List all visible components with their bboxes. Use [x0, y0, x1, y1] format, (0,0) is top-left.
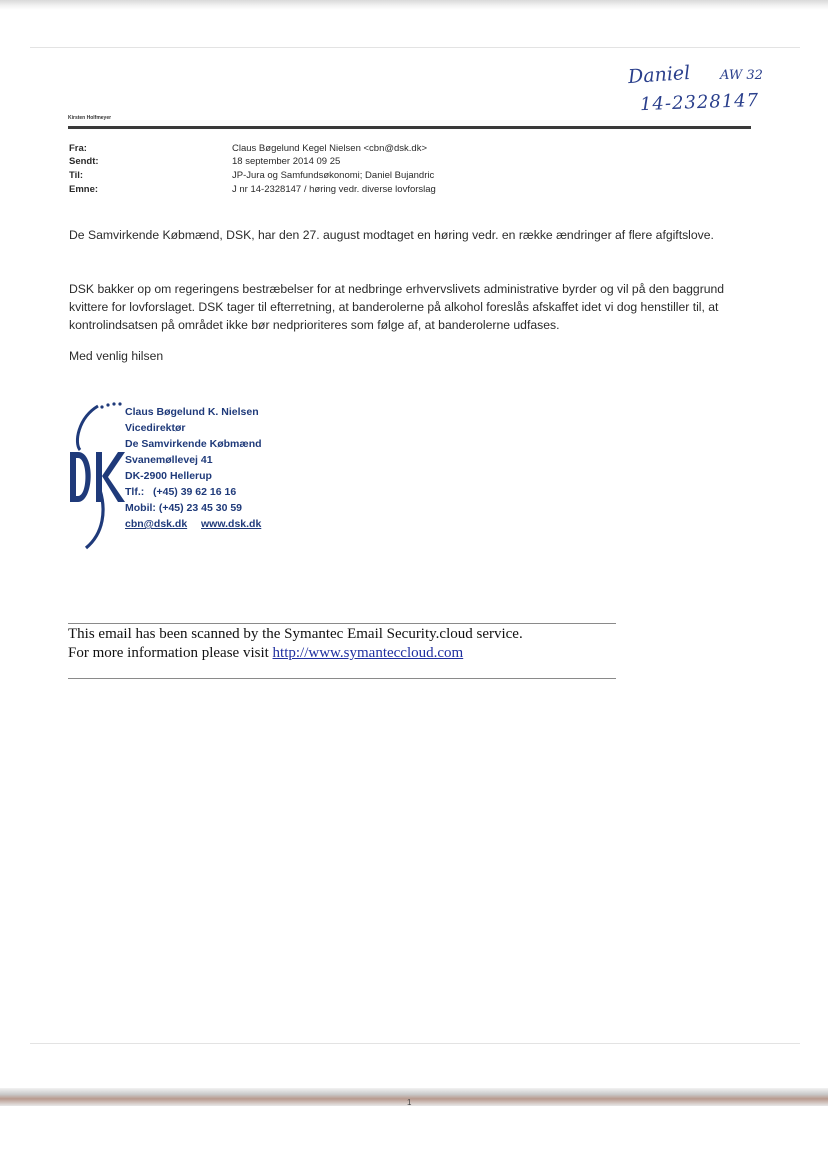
scan-faint-line	[30, 47, 800, 48]
signature-street: Svanemøllevej 41	[125, 454, 213, 466]
handwritten-ref: AW 32	[720, 68, 763, 83]
sent-label: Sendt:	[69, 156, 99, 167]
signature-name: Claus Bøgelund K. Nielsen	[125, 406, 259, 418]
symantec-line-2-prefix: For more information please visit	[68, 645, 273, 661]
subject-value: J nr 14-2328147 / høring vedr. diverse lovforslag	[232, 184, 436, 195]
symantec-link[interactable]: http://www.symanteccloud.com	[272, 645, 464, 661]
signature-city: DK-2900 Hellerup	[125, 470, 212, 482]
scan-edge-bottom	[0, 1088, 828, 1106]
closing-text: Med venlig hilsen	[69, 349, 164, 363]
signature-email-link[interactable]: cbn@dsk.dk	[125, 518, 188, 530]
scan-faint-line-bottom	[30, 1043, 800, 1044]
signature-mobile: Mobil: (+45) 23 45 30 59	[125, 502, 243, 514]
signature-phone: Tlf.: (+45) 39 62 16 16	[125, 486, 237, 498]
scan-edge-top	[0, 0, 828, 10]
subject-label: Emne:	[69, 184, 99, 195]
to-value: JP-Jura og Samfundsøkonomi; Daniel Bujandric	[232, 170, 435, 181]
symantec-line-2	[68, 645, 463, 662]
body-paragraph-2: DSK bakker op om regeringens bestræbelser for at nedbringe erhvervslivets administrative byrder og vil på den baggrund kvittere for lovforslaget. DSK tager til efterretning, at banderolerne på alkohol foreslås afskaffet idet vi dog henstiller til, at kontrolindsatsen på området ikke bør nedprioriteres som følge af, at banderolerne udfases.	[69, 282, 725, 332]
printed-by-name: Kirsten Holfmeyer	[68, 115, 112, 121]
handwritten-name: Daniel	[627, 61, 691, 89]
symantec-line-1: This email has been scanned by the Symantec Email Security.cloud service.	[68, 626, 523, 642]
signature-org: De Samvirkende Købmænd	[125, 438, 262, 450]
to-label: Til:	[69, 170, 84, 181]
sent-value: 18 september 2014 09 25	[232, 156, 341, 167]
from-value: Claus Bøgelund Kegel Nielsen <cbn@dsk.dk>	[232, 143, 428, 154]
signature-title: Vicedirektør	[125, 422, 186, 434]
signature-web-link[interactable]: www.dsk.dk	[201, 518, 262, 530]
handwritten-case-number: 14-2328147	[639, 89, 760, 116]
symantec-top-rule	[68, 623, 616, 624]
page-mark: 1	[407, 1098, 412, 1107]
dsk-logo-icon	[68, 398, 128, 555]
symantec-bottom-rule	[68, 678, 616, 679]
header-rule	[68, 126, 751, 129]
body-paragraph-1: De Samvirkende Købmænd, DSK, har den 27. august modtaget en høring vedr. en række ændringer af flere afgiftslove.	[69, 228, 714, 242]
from-label: Fra:	[69, 143, 87, 154]
